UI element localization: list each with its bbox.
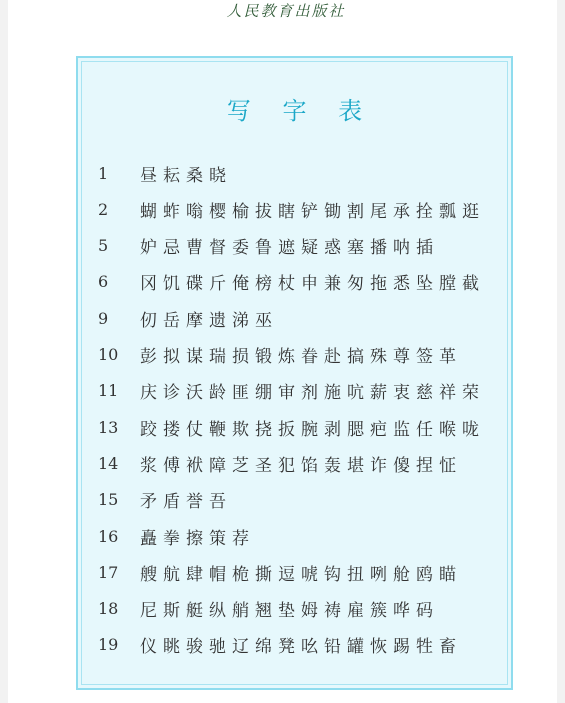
character-list: 艘航肆帽桅撕逗唬钩扭咧舱鸥瞄 — [140, 564, 462, 585]
table-title: 写 字 表 — [226, 97, 375, 125]
lesson-number: 17 — [98, 562, 119, 582]
lesson-number: 14 — [98, 453, 119, 473]
character-table-frame — [76, 56, 513, 690]
character-list: 仞岳摩遗涕巫 — [140, 310, 278, 331]
lesson-number: 13 — [98, 417, 119, 437]
table-row — [78, 448, 511, 478]
character-list: 矛盾誉吾 — [140, 491, 232, 512]
document-page — [8, 0, 557, 703]
character-list: 矗拳擦策荐 — [140, 528, 255, 549]
lesson-number: 19 — [98, 634, 119, 654]
table-row — [78, 484, 511, 514]
character-list: 冈饥碟斤俺榜杖申兼匆拖悉坠膛截 — [140, 273, 485, 294]
character-list: 彭拟谋瑞损锻炼眷赴搞殊尊签革 — [140, 346, 462, 367]
lesson-number: 1 — [98, 163, 109, 183]
table-row — [78, 375, 511, 405]
lesson-number: 16 — [98, 526, 119, 546]
table-row — [78, 629, 511, 659]
character-list: 跤搂仗鞭欺挠扳腕剥腮疤监任喉咙 — [140, 419, 485, 440]
character-list: 庆诊沃龄匪绷审剂施吭薪衷慈祥荣 — [140, 382, 485, 403]
character-list: 妒忌曹督委鲁遮疑惑塞播呐插 — [140, 237, 439, 258]
character-list: 蝴蚱嗡樱榆拔瞎铲锄割尾承拴瓢逛 — [140, 201, 485, 222]
lesson-number: 11 — [98, 380, 119, 400]
lesson-number: 18 — [98, 598, 119, 618]
character-list: 浆傅袱障芝圣犯馅轰堪诈傻捏怔 — [140, 455, 462, 476]
table-row — [78, 521, 511, 551]
table-row — [78, 412, 511, 442]
table-row — [78, 593, 511, 623]
lesson-number: 5 — [98, 235, 109, 255]
table-row — [78, 194, 511, 224]
table-row — [78, 557, 511, 587]
lesson-number: 6 — [98, 271, 109, 291]
frame-inner-border — [81, 61, 508, 685]
table-row — [78, 158, 511, 188]
character-list: 尼斯艇纵艄翘垫姆祷雇簇哗码 — [140, 600, 439, 621]
lesson-number: 9 — [98, 308, 109, 328]
lesson-number: 15 — [98, 489, 119, 509]
table-row — [78, 266, 511, 296]
table-row — [78, 230, 511, 260]
publisher-logo: 人民教育出版社 — [226, 2, 346, 20]
character-list: 仪眺骏驰辽绵凳吆铅罐恢踢牲畜 — [140, 636, 462, 657]
table-row — [78, 303, 511, 333]
lesson-number: 2 — [98, 199, 109, 219]
character-list: 昼耘桑晓 — [140, 165, 232, 186]
lesson-number: 10 — [98, 344, 119, 364]
table-row — [78, 339, 511, 369]
